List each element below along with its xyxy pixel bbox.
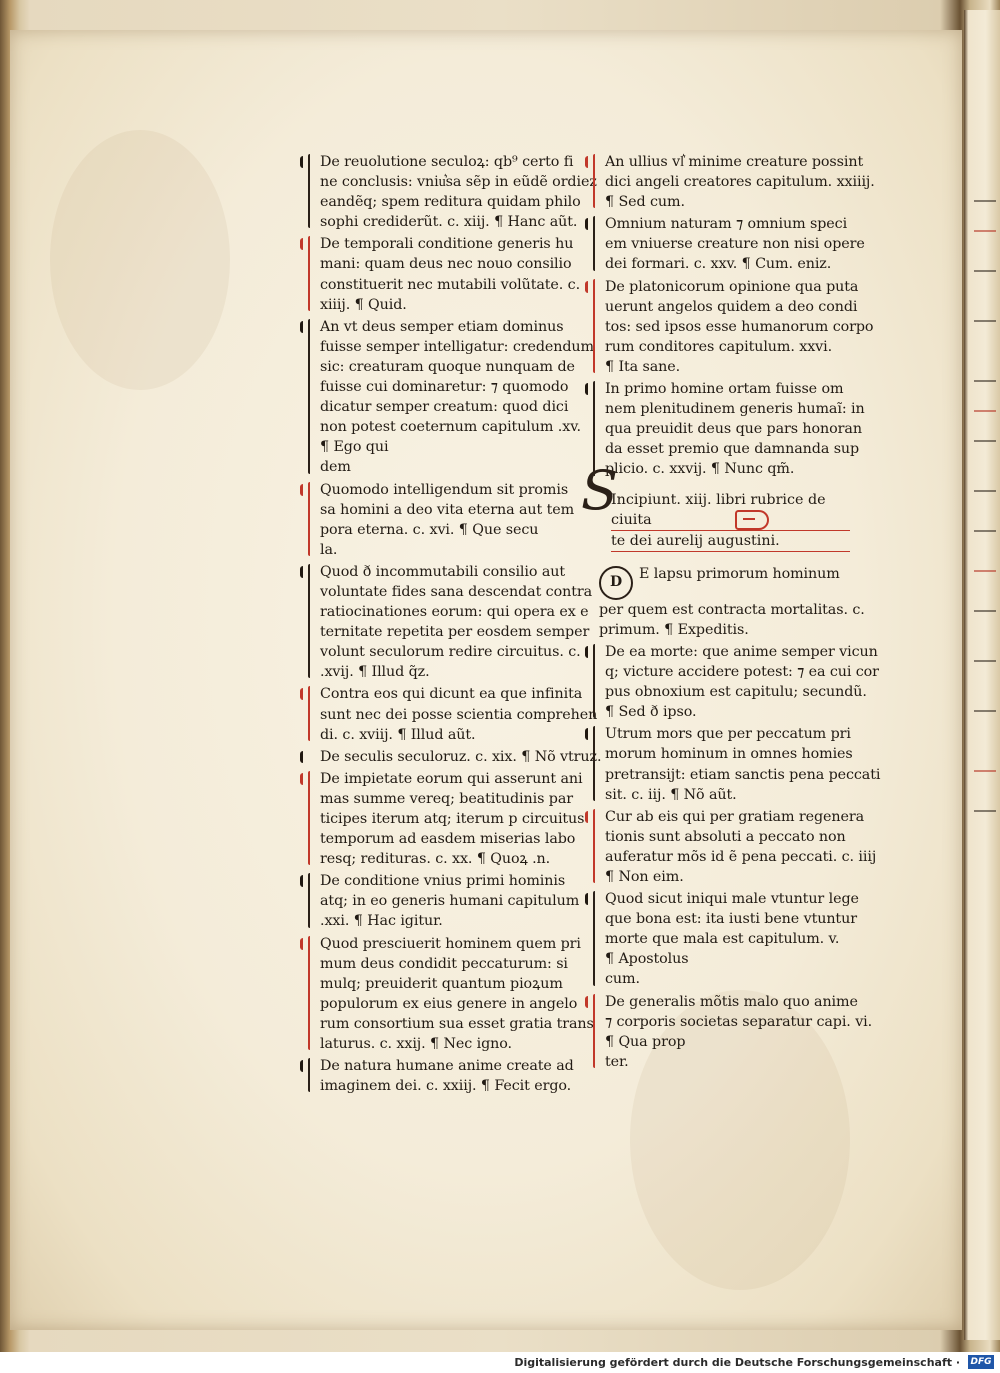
text-line: ¶ Sed cum. — [605, 194, 685, 211]
text-line: pora eterna. c. xvi. ¶ Que secu — [320, 521, 539, 538]
pilcrow-mark — [300, 751, 309, 763]
bleed-through-mark — [974, 710, 996, 712]
text-line: ¶ Ita sane. — [605, 358, 681, 375]
text-line: ter. — [605, 1053, 629, 1070]
rubric-entry — [300, 684, 598, 744]
text-line: De generalis mõtis malo quo anime — [605, 993, 858, 1010]
text-line: di. c. xviij. ¶ Illud aũt. — [320, 726, 476, 743]
text-line: auferatur mõs id ẽ pena peccati. c. iiij — [605, 848, 877, 865]
text-line: Quomodo intelligendum sit promis — [320, 481, 569, 498]
text-line: sophi crediderũt. c. xiij. ¶ Hanc aũt. — [320, 214, 578, 231]
text-line: per quem est contracta mortalitas. c. — [599, 601, 865, 618]
rubric-entry — [585, 379, 865, 479]
rubric-entry — [585, 642, 879, 722]
text-line: sit. c. iij. ¶ Nõ aũt. — [605, 786, 737, 803]
bleed-through-mark — [974, 380, 996, 382]
text-line: Contra eos qui dicunt ea que infinita — [320, 686, 583, 703]
rubric-entry — [300, 317, 594, 478]
text-line: ¶ Sed ð ipso. — [605, 704, 697, 721]
text-line: De natura humane anime create ad — [320, 1058, 574, 1075]
text-line: q; victure accidere potest: ⁊ ea cui cor — [605, 664, 879, 681]
rubric-bracket — [593, 809, 599, 883]
text-line: fuisse semper intelligatur: credendum — [320, 338, 594, 355]
bleed-through-mark — [974, 770, 996, 772]
text-line: mas summe vereq; beatitudinis par — [320, 790, 573, 807]
text-line: imaginem dei. c. xxiij. ¶ Fecit ergo. — [320, 1078, 572, 1095]
bleed-through-mark — [974, 440, 996, 442]
rubric-entry — [585, 889, 859, 989]
text-line: In primo homine ortam fuisse om — [605, 381, 844, 398]
rubric-entry — [585, 277, 874, 377]
rubric-bracket — [593, 994, 599, 1068]
text-line: temporum ad easdem miserias labo — [320, 831, 576, 848]
text-line: Cur ab eis qui per gratiam regenera — [605, 808, 865, 825]
text-line: mani: quam deus nec nouo consilio — [320, 256, 572, 273]
bleed-through-mark — [974, 200, 996, 202]
rubric-bracket — [593, 891, 599, 985]
bleed-through-mark — [974, 570, 996, 572]
rubric-bracket — [308, 873, 314, 927]
red-pen-flourish — [735, 510, 769, 530]
text-line: eandẽq; spem reditura quidam philo — [320, 194, 581, 211]
rubric-entry — [300, 562, 593, 683]
text-line — [599, 564, 850, 600]
rubric-bracket — [593, 279, 599, 373]
rubric-bracket — [308, 1058, 314, 1092]
rubric-entry — [300, 1056, 574, 1096]
text-line: da esset premio que damnanda sup — [605, 441, 860, 458]
text-line: primum. ¶ Expeditis. — [599, 621, 749, 638]
bleed-through-mark — [974, 270, 996, 272]
text-line: ¶ Qua prop — [605, 1033, 686, 1050]
text-line: Utrum mors que per peccatum pri — [605, 726, 851, 743]
text-line: mum deus condidit peccaturum: si — [320, 955, 568, 972]
text-line: ¶ Non eim. — [605, 869, 684, 885]
book-first-chapter — [585, 564, 865, 640]
text-line: De ea morte: que anime semper vicun — [605, 643, 878, 660]
rubric-entry — [300, 152, 597, 232]
text-line: Quod ð incommutabili consilio aut — [320, 563, 565, 580]
rubric-bracket — [308, 771, 314, 865]
decorative-flourish: S — [581, 458, 618, 522]
footer-credit: Digitalisierung gefördert durch die Deutsche Forschungsgemeinschaft · — [514, 1356, 960, 1369]
text-line: An vt deus semper etiam dominus — [320, 318, 564, 335]
rubric-bracket — [593, 726, 599, 800]
text-line: morum hominum in omnes homies — [605, 746, 853, 763]
text-line: tionis sunt absoluti a peccato non — [605, 828, 846, 845]
text-line: constituerit nec mutabili volũtate. c. — [320, 276, 581, 293]
text-line: ⁊ corporis societas separatur capi. vi. — [605, 1013, 873, 1030]
text-line: populorum ex eius genere in angelo — [320, 995, 578, 1012]
text-line: Quod sicut iniqui male vtuntur lege — [605, 891, 859, 908]
dfg-logo: DFG — [968, 1355, 994, 1369]
text-line: que bona est: ita iusti bene vtuntur — [605, 911, 857, 928]
text-line: em vniuerse creature non nisi opere — [605, 236, 865, 253]
text-line: sunt nec dei posse scientia comprehen — [320, 706, 598, 723]
incipit-line: te dei aurelij augustini. — [611, 531, 850, 552]
text-line: De reuolutione seculoꝝ: qb⁹ certo fi — [320, 154, 574, 170]
bleed-through-mark — [974, 810, 996, 812]
text-line: uerunt angelos quidem a deo condi — [605, 298, 858, 315]
text-line: An ullius vl͛ minime creature possint — [605, 154, 864, 170]
text-line: sa homini a deo vita eterna aut tem — [320, 501, 575, 518]
text-line: xiiij. ¶ Quid. — [320, 296, 407, 313]
rubric-entry — [585, 724, 881, 804]
text-line: ratiocinationes eorum: qui opera ex e — [320, 604, 589, 621]
text-line: nem plenitudinem generis humaĩ: in — [605, 401, 865, 418]
text-line: dici angeli creatores capitulum. xxiiij. — [605, 174, 875, 191]
text-line: mulq; preuiderit quantum pioꝝum — [320, 975, 563, 992]
text-line: resq; redituras. c. xx. ¶ Quoꝝ .n. — [320, 851, 551, 868]
text-line: De seculis seculoruz. c. xix. ¶ Nõ vtruz. — [320, 748, 602, 765]
footer-bar — [0, 1352, 1000, 1373]
text-line: Quod presciuerit hominem quem pri — [320, 935, 581, 952]
rubric-entry — [300, 934, 594, 1055]
text-line: ternitate repetita per eosdem semper — [320, 624, 590, 641]
text-line: volunt seculorum redire circuitus. c. — [320, 644, 581, 661]
text-line: rum consortium sua esset gratia trans — [320, 1015, 594, 1032]
text-line-content: E lapsu primorum hominum — [639, 565, 840, 582]
rubric-bracket — [308, 319, 314, 474]
initial-letter: D — [599, 566, 633, 600]
right-column — [581, 152, 881, 1074]
rubric-bracket — [308, 564, 314, 679]
rubric-entry — [585, 807, 877, 887]
text-line: voluntate fides sana descendat contra — [320, 583, 593, 600]
rubric-bracket — [593, 216, 599, 270]
rubric-entry — [300, 747, 602, 767]
rubric-bracket — [308, 236, 314, 310]
text-line: pus obnoxium est capitulu; secundũ. — [605, 684, 867, 701]
bleed-through-mark — [974, 610, 996, 612]
text-line: ne conclusis: vniu͛sa sẽp in eũdẽ ordiez — [320, 174, 597, 191]
text-line: .xvij. ¶ Illud q̃z. — [320, 664, 430, 681]
text-line: plicio. c. xxvij. ¶ Nunc qm̃. — [605, 461, 795, 478]
text-line: De impietate eorum qui asserunt ani — [320, 770, 583, 787]
rubric-bracket — [308, 482, 314, 556]
rubric-entry — [300, 871, 580, 931]
rubric-bracket — [308, 686, 314, 740]
rubric-entry — [300, 769, 585, 869]
text-line: ¶ Ego qui — [320, 439, 389, 456]
text-line: sic: creaturam quoque nunquam de — [320, 358, 575, 375]
bleed-through-mark — [974, 660, 996, 662]
text-line: dem — [320, 459, 351, 476]
text-line: De temporali conditione generis hu — [320, 236, 574, 253]
rubric-entry — [300, 234, 581, 314]
rubric-bracket — [308, 154, 314, 228]
bleed-through-mark — [974, 530, 996, 532]
rubric-bracket — [593, 154, 599, 208]
text-line: ticipes iterum atq; iterum p circuitus — [320, 811, 585, 827]
text-line: laturus. c. xxij. ¶ Nec igno. — [320, 1036, 512, 1053]
paper-stain — [50, 130, 230, 390]
text-line: fuisse cui dominaretur: ⁊ quomodo — [320, 379, 569, 396]
text-line: dicatur semper creatum: quod dici — [320, 399, 569, 416]
text-line: De platonicorum opinione qua puta — [605, 278, 859, 295]
bleed-through-mark — [974, 230, 996, 232]
bleed-through-mark — [974, 490, 996, 492]
incipit-line: Incipiunt. xiij. libri rubrice de ciuita — [611, 490, 850, 531]
text-line: qua preuidit deus que pars honoran — [605, 421, 862, 438]
rubric-entry — [585, 214, 865, 274]
text-line: De conditione vnius primi hominis — [320, 873, 566, 890]
text-line: tos: sed ipsos esse humanorum corpo — [605, 318, 874, 335]
text-line: morte que mala est capitulum. v. — [605, 931, 840, 948]
bleed-through-mark — [974, 320, 996, 322]
text-line: la. — [320, 541, 338, 558]
text-line: pretransijt: etiam sanctis pena peccati — [605, 766, 881, 783]
text-line: .xxi. ¶ Hac igitur. — [320, 913, 443, 930]
text-line: Omnium naturam ⁊ omnium speci — [605, 216, 848, 233]
rubric-entry — [585, 152, 875, 212]
rubric-bracket — [593, 644, 599, 718]
rubric-entry — [585, 992, 873, 1072]
next-page-edge — [964, 10, 1000, 1340]
bleed-through-mark — [974, 410, 996, 412]
text-line: dei formari. c. xxv. ¶ Cum. eniz. — [605, 256, 832, 273]
rubric-entry — [300, 480, 575, 560]
text-line: non potest coeternum capitulum .xv. — [320, 419, 581, 436]
text-line: cum. — [605, 971, 640, 988]
rubric-bracket — [308, 936, 314, 1051]
left-column — [300, 152, 602, 1098]
text-line: rum conditores capitulum. xxvi. — [605, 338, 833, 355]
text-line: ¶ Apostolus — [605, 951, 689, 968]
text-line: atq; in eo generis humani capitulum — [320, 893, 580, 910]
